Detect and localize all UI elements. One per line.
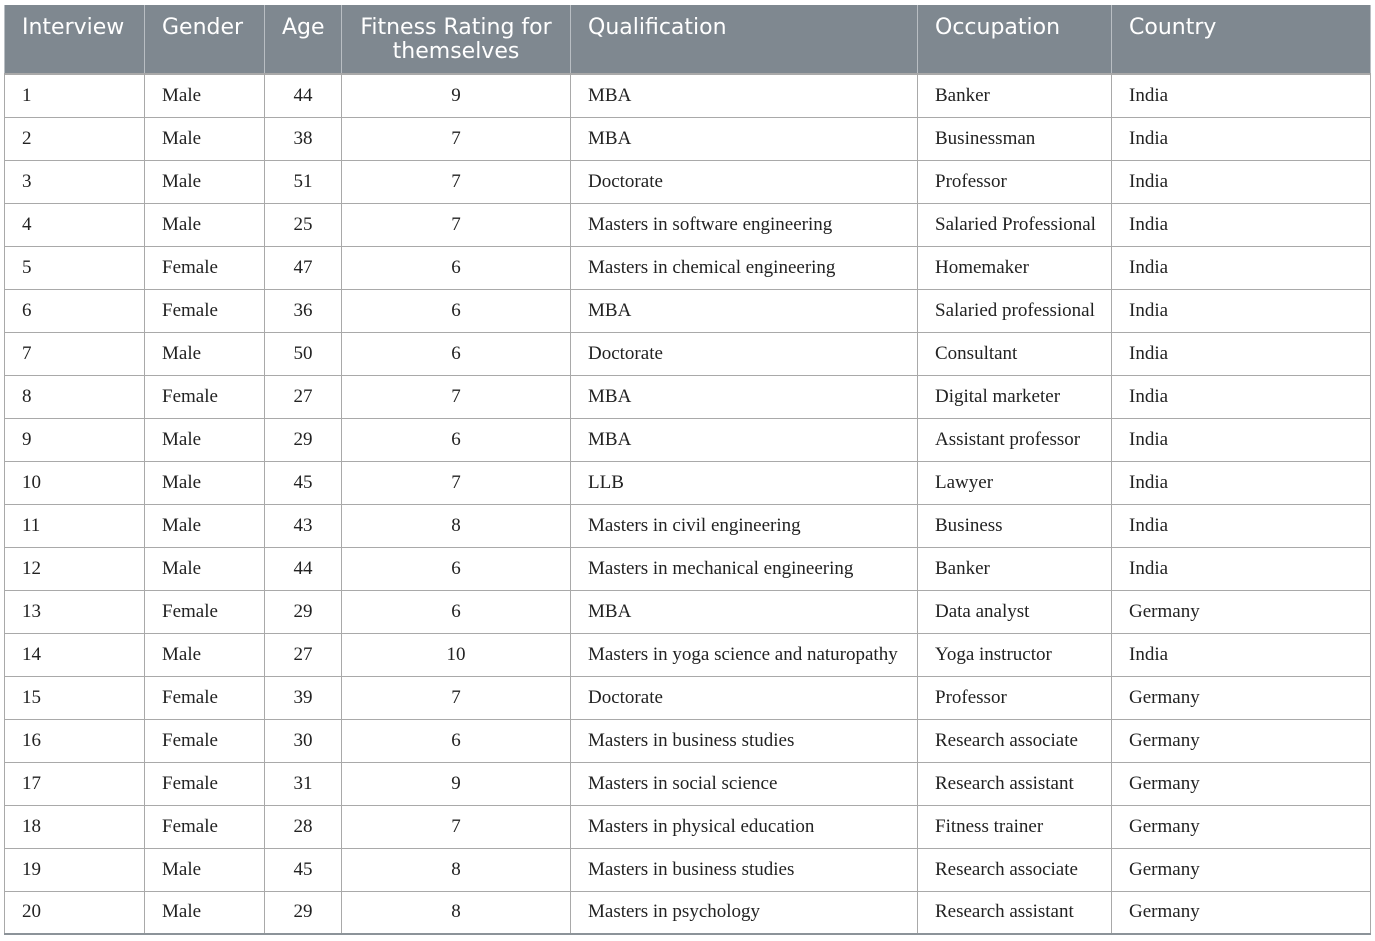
cell-qualification: LLB bbox=[571, 461, 918, 504]
header-gender: Gender bbox=[145, 5, 265, 74]
cell-qualification: MBA bbox=[571, 289, 918, 332]
cell-gender: Female bbox=[145, 762, 265, 805]
cell-gender: Female bbox=[145, 289, 265, 332]
cell-qualification: Masters in chemical engineering bbox=[571, 246, 918, 289]
cell-age: 25 bbox=[265, 203, 342, 246]
table-row bbox=[5, 160, 1371, 203]
cell-interview: 5 bbox=[5, 246, 145, 289]
cell-occupation: Data analyst bbox=[918, 590, 1112, 633]
cell-occupation: Banker bbox=[918, 547, 1112, 590]
cell-age: 31 bbox=[265, 762, 342, 805]
cell-gender: Female bbox=[145, 246, 265, 289]
header-interview: Interview bbox=[5, 5, 145, 74]
table-row bbox=[5, 676, 1371, 719]
cell-interview: 13 bbox=[5, 590, 145, 633]
cell-country: Germany bbox=[1112, 719, 1371, 762]
cell-country: Germany bbox=[1112, 676, 1371, 719]
cell-gender: Male bbox=[145, 160, 265, 203]
cell-gender: Male bbox=[145, 891, 265, 934]
cell-interview: 11 bbox=[5, 504, 145, 547]
header-occupation: Occupation bbox=[918, 5, 1112, 74]
cell-occupation: Banker bbox=[918, 74, 1112, 117]
table-row bbox=[5, 246, 1371, 289]
cell-gender: Male bbox=[145, 74, 265, 117]
cell-occupation: Salaried professional bbox=[918, 289, 1112, 332]
cell-qualification: Masters in social science bbox=[571, 762, 918, 805]
cell-fitness-rating: 6 bbox=[342, 289, 571, 332]
cell-occupation: Homemaker bbox=[918, 246, 1112, 289]
cell-fitness-rating: 8 bbox=[342, 504, 571, 547]
cell-country: India bbox=[1112, 74, 1371, 117]
cell-occupation: Assistant professor bbox=[918, 418, 1112, 461]
cell-age: 43 bbox=[265, 504, 342, 547]
cell-age: 44 bbox=[265, 547, 342, 590]
table-row bbox=[5, 504, 1371, 547]
cell-age: 29 bbox=[265, 891, 342, 934]
cell-fitness-rating: 9 bbox=[342, 762, 571, 805]
header-qualification: Qualification bbox=[571, 5, 918, 74]
cell-qualification: Masters in psychology bbox=[571, 891, 918, 934]
cell-gender: Female bbox=[145, 719, 265, 762]
table-row bbox=[5, 117, 1371, 160]
cell-occupation: Lawyer bbox=[918, 461, 1112, 504]
cell-country: India bbox=[1112, 504, 1371, 547]
cell-gender: Male bbox=[145, 504, 265, 547]
cell-interview: 3 bbox=[5, 160, 145, 203]
cell-fitness-rating: 7 bbox=[342, 117, 571, 160]
cell-age: 29 bbox=[265, 590, 342, 633]
cell-country: India bbox=[1112, 461, 1371, 504]
cell-qualification: MBA bbox=[571, 418, 918, 461]
cell-occupation: Fitness trainer bbox=[918, 805, 1112, 848]
cell-qualification: Masters in software engineering bbox=[571, 203, 918, 246]
table-body bbox=[5, 74, 1371, 934]
cell-gender: Male bbox=[145, 848, 265, 891]
cell-country: India bbox=[1112, 160, 1371, 203]
cell-interview: 6 bbox=[5, 289, 145, 332]
cell-country: India bbox=[1112, 203, 1371, 246]
cell-interview: 8 bbox=[5, 375, 145, 418]
cell-interview: 12 bbox=[5, 547, 145, 590]
cell-fitness-rating: 6 bbox=[342, 418, 571, 461]
cell-qualification: MBA bbox=[571, 74, 918, 117]
cell-occupation: Professor bbox=[918, 160, 1112, 203]
cell-age: 28 bbox=[265, 805, 342, 848]
cell-gender: Male bbox=[145, 203, 265, 246]
cell-interview: 1 bbox=[5, 74, 145, 117]
cell-age: 29 bbox=[265, 418, 342, 461]
cell-occupation: Salaried Professional bbox=[918, 203, 1112, 246]
cell-interview: 9 bbox=[5, 418, 145, 461]
cell-interview: 16 bbox=[5, 719, 145, 762]
cell-gender: Female bbox=[145, 676, 265, 719]
cell-interview: 2 bbox=[5, 117, 145, 160]
cell-country: India bbox=[1112, 418, 1371, 461]
cell-interview: 7 bbox=[5, 332, 145, 375]
cell-occupation: Research associate bbox=[918, 719, 1112, 762]
cell-gender: Male bbox=[145, 547, 265, 590]
cell-age: 27 bbox=[265, 633, 342, 676]
table-header-row bbox=[5, 5, 1371, 74]
cell-fitness-rating: 7 bbox=[342, 676, 571, 719]
cell-age: 38 bbox=[265, 117, 342, 160]
cell-age: 44 bbox=[265, 74, 342, 117]
table-row bbox=[5, 633, 1371, 676]
cell-age: 30 bbox=[265, 719, 342, 762]
cell-qualification: MBA bbox=[571, 117, 918, 160]
cell-age: 39 bbox=[265, 676, 342, 719]
cell-qualification: Masters in yoga science and naturopathy bbox=[571, 633, 918, 676]
table-row bbox=[5, 203, 1371, 246]
cell-qualification: MBA bbox=[571, 590, 918, 633]
cell-country: India bbox=[1112, 246, 1371, 289]
cell-gender: Male bbox=[145, 633, 265, 676]
cell-country: India bbox=[1112, 375, 1371, 418]
cell-country: India bbox=[1112, 117, 1371, 160]
cell-fitness-rating: 6 bbox=[342, 590, 571, 633]
cell-occupation: Research assistant bbox=[918, 891, 1112, 934]
table-row bbox=[5, 891, 1371, 934]
cell-country: Germany bbox=[1112, 848, 1371, 891]
cell-country: Germany bbox=[1112, 590, 1371, 633]
table-row bbox=[5, 719, 1371, 762]
table-row bbox=[5, 375, 1371, 418]
cell-interview: 18 bbox=[5, 805, 145, 848]
cell-gender: Male bbox=[145, 418, 265, 461]
cell-qualification: Masters in business studies bbox=[571, 719, 918, 762]
cell-qualification: Doctorate bbox=[571, 160, 918, 203]
header-country: Country bbox=[1112, 5, 1371, 74]
cell-fitness-rating: 6 bbox=[342, 332, 571, 375]
table-row bbox=[5, 74, 1371, 117]
cell-fitness-rating: 7 bbox=[342, 461, 571, 504]
cell-gender: Male bbox=[145, 461, 265, 504]
cell-fitness-rating: 7 bbox=[342, 375, 571, 418]
cell-gender: Male bbox=[145, 332, 265, 375]
cell-age: 51 bbox=[265, 160, 342, 203]
cell-qualification: Masters in physical education bbox=[571, 805, 918, 848]
table-row bbox=[5, 418, 1371, 461]
cell-fitness-rating: 9 bbox=[342, 74, 571, 117]
table-row bbox=[5, 332, 1371, 375]
cell-gender: Female bbox=[145, 590, 265, 633]
cell-occupation: Digital marketer bbox=[918, 375, 1112, 418]
cell-country: India bbox=[1112, 547, 1371, 590]
cell-age: 47 bbox=[265, 246, 342, 289]
cell-occupation: Yoga instructor bbox=[918, 633, 1112, 676]
cell-interview: 17 bbox=[5, 762, 145, 805]
table-row bbox=[5, 805, 1371, 848]
cell-interview: 20 bbox=[5, 891, 145, 934]
cell-age: 50 bbox=[265, 332, 342, 375]
table-row bbox=[5, 762, 1371, 805]
cell-country: Germany bbox=[1112, 891, 1371, 934]
cell-age: 27 bbox=[265, 375, 342, 418]
table-row bbox=[5, 547, 1371, 590]
cell-fitness-rating: 8 bbox=[342, 891, 571, 934]
cell-occupation: Research assistant bbox=[918, 762, 1112, 805]
cell-interview: 4 bbox=[5, 203, 145, 246]
cell-occupation: Consultant bbox=[918, 332, 1112, 375]
cell-country: Germany bbox=[1112, 762, 1371, 805]
cell-country: Germany bbox=[1112, 805, 1371, 848]
cell-occupation: Research associate bbox=[918, 848, 1112, 891]
cell-occupation: Professor bbox=[918, 676, 1112, 719]
table-row bbox=[5, 289, 1371, 332]
participants-table bbox=[4, 5, 1371, 935]
cell-gender: Female bbox=[145, 805, 265, 848]
cell-qualification: Doctorate bbox=[571, 676, 918, 719]
header-age: Age bbox=[265, 5, 342, 74]
cell-fitness-rating: 6 bbox=[342, 719, 571, 762]
table-row bbox=[5, 590, 1371, 633]
table-row bbox=[5, 461, 1371, 504]
cell-occupation: Businessman bbox=[918, 117, 1112, 160]
cell-interview: 15 bbox=[5, 676, 145, 719]
cell-fitness-rating: 6 bbox=[342, 246, 571, 289]
header-fitness-rating: Fitness Rating for themselves bbox=[342, 5, 571, 74]
table-row bbox=[5, 848, 1371, 891]
cell-country: India bbox=[1112, 332, 1371, 375]
cell-fitness-rating: 6 bbox=[342, 547, 571, 590]
cell-fitness-rating: 7 bbox=[342, 203, 571, 246]
cell-fitness-rating: 7 bbox=[342, 160, 571, 203]
cell-interview: 14 bbox=[5, 633, 145, 676]
cell-fitness-rating: 10 bbox=[342, 633, 571, 676]
cell-gender: Male bbox=[145, 117, 265, 160]
cell-qualification: MBA bbox=[571, 375, 918, 418]
cell-qualification: Masters in mechanical engineering bbox=[571, 547, 918, 590]
cell-age: 45 bbox=[265, 461, 342, 504]
cell-age: 36 bbox=[265, 289, 342, 332]
cell-gender: Female bbox=[145, 375, 265, 418]
cell-country: India bbox=[1112, 289, 1371, 332]
cell-qualification: Masters in business studies bbox=[571, 848, 918, 891]
cell-country: India bbox=[1112, 633, 1371, 676]
cell-qualification: Masters in civil engineering bbox=[571, 504, 918, 547]
cell-interview: 19 bbox=[5, 848, 145, 891]
cell-fitness-rating: 7 bbox=[342, 805, 571, 848]
cell-occupation: Business bbox=[918, 504, 1112, 547]
cell-fitness-rating: 8 bbox=[342, 848, 571, 891]
cell-qualification: Doctorate bbox=[571, 332, 918, 375]
cell-age: 45 bbox=[265, 848, 342, 891]
cell-interview: 10 bbox=[5, 461, 145, 504]
